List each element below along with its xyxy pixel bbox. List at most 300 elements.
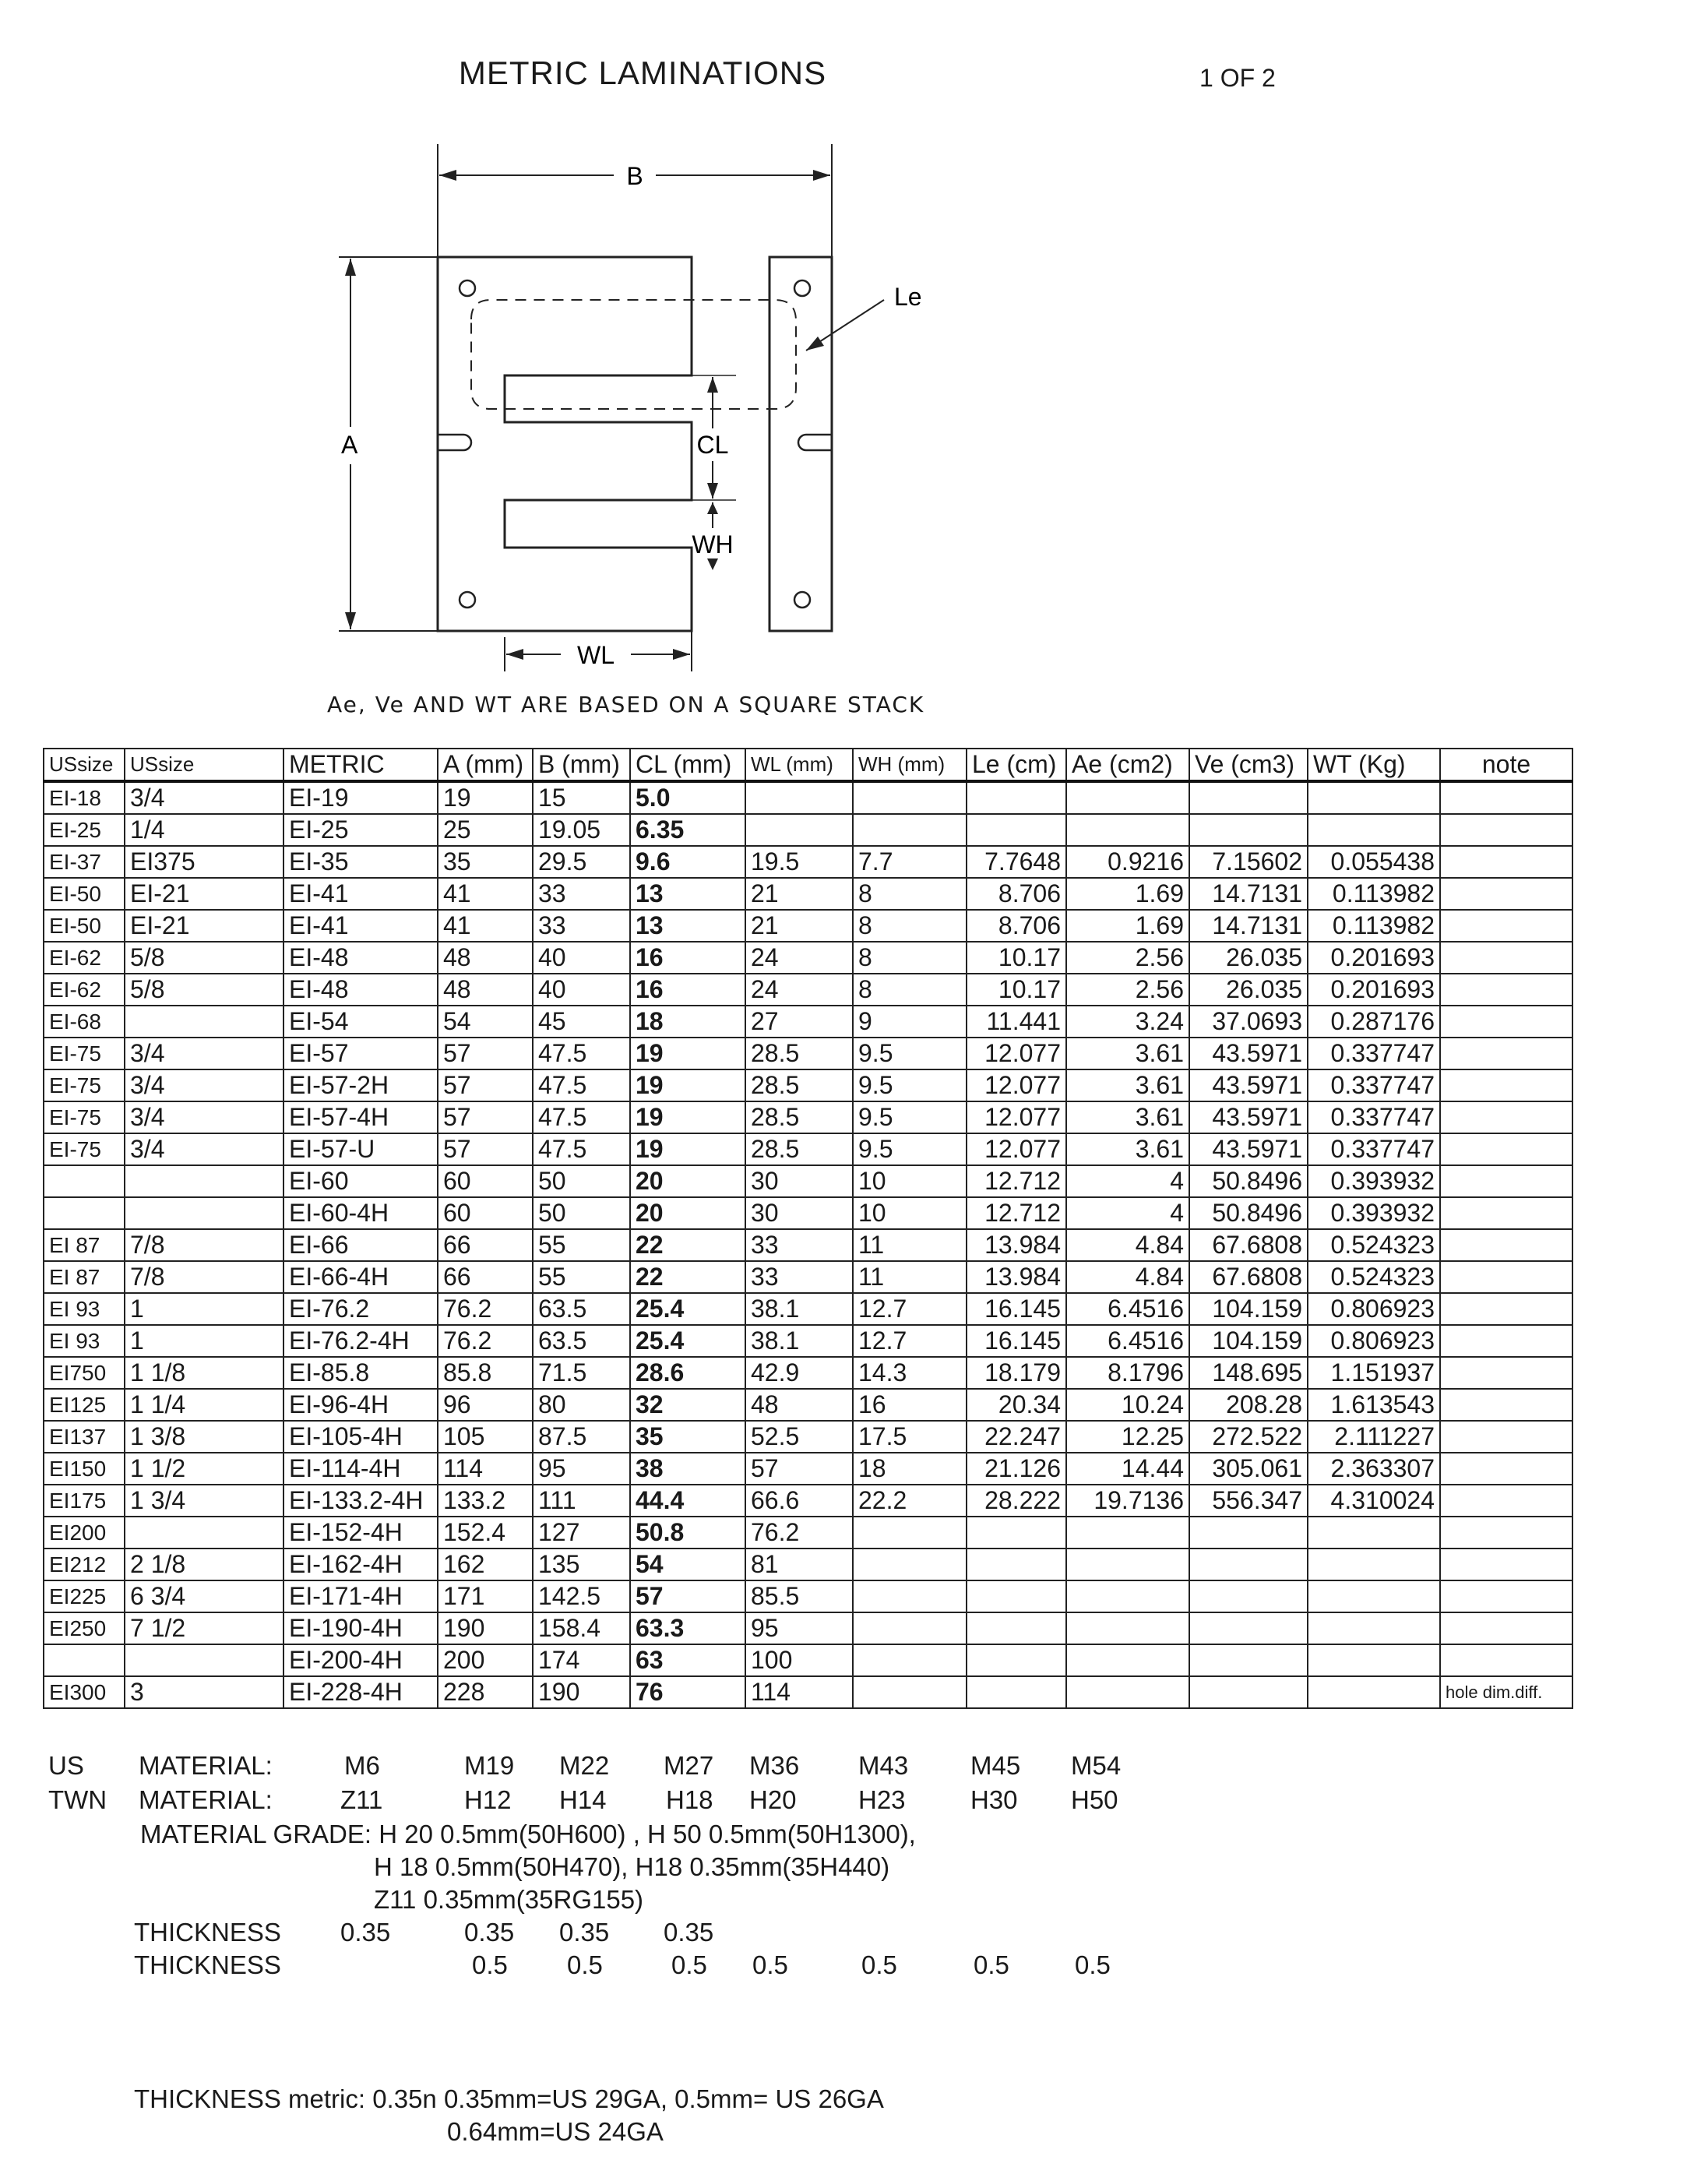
page-number: 1 OF 2 [1199, 64, 1276, 92]
cell-metric: EI-57-2H [283, 1069, 438, 1101]
cell-ae-cm2 [1066, 1549, 1189, 1580]
cell-wh-mm: 16 [853, 1389, 967, 1421]
cell-ve-cm3: 43.5971 [1189, 1038, 1308, 1069]
cell-wt-kg: 1.151937 [1308, 1357, 1440, 1389]
cell-note [1440, 1165, 1572, 1197]
cell-metric: EI-76.2 [283, 1293, 438, 1325]
table-row [44, 1069, 1572, 1101]
cell-wh-mm: 7.7 [853, 846, 967, 878]
cell-ussize-2: 1/4 [125, 814, 283, 846]
twn-material-h20: H20 [749, 1785, 797, 1814]
cell-metric: EI-66 [283, 1229, 438, 1261]
cell-ae-cm2 [1066, 1612, 1189, 1644]
thickness-1-m6: 0.35 [340, 1918, 391, 1947]
cell-a-mm: 228 [438, 1676, 533, 1708]
thickness-2-m45: 0.5 [974, 1950, 1009, 1979]
cell-le-cm [967, 1580, 1066, 1612]
thickness-2-m19: 0.5 [472, 1950, 508, 1979]
cell-wh-mm: 11 [853, 1229, 967, 1261]
cell-a-mm: 162 [438, 1549, 533, 1580]
cell-metric: EI-25 [283, 814, 438, 846]
cell-note [1440, 1261, 1572, 1293]
cell-ussize: EI-68 [44, 1006, 125, 1038]
cell-ve-cm3 [1189, 1549, 1308, 1580]
cell-a-mm: 60 [438, 1197, 533, 1229]
us-material-m45: M45 [970, 1751, 1021, 1780]
cell-note [1440, 1389, 1572, 1421]
table-row [44, 1325, 1572, 1357]
thickness-metric-line-2: 0.64mm=US 24GA [447, 2117, 664, 2146]
cell-wt-kg [1308, 1644, 1440, 1676]
cell-cl-mm: 25.4 [630, 1293, 745, 1325]
cell-cl-mm: 35 [630, 1421, 745, 1453]
cell-ve-cm3: 14.7131 [1189, 878, 1308, 910]
cell-b-mm: 55 [533, 1261, 630, 1293]
cell-b-mm: 111 [533, 1485, 630, 1517]
cell-ae-cm2 [1066, 1644, 1189, 1676]
cell-note [1440, 1453, 1572, 1485]
cell-wh-mm: 8 [853, 974, 967, 1006]
thickness-label-2: THICKNESS [134, 1950, 281, 1979]
cell-ussize-2: 7/8 [125, 1229, 283, 1261]
cell-ussize-2 [125, 1006, 283, 1038]
cell-ussize-2: 3/4 [125, 1133, 283, 1165]
cell-le-cm [967, 1549, 1066, 1580]
cell-cl-mm: 19 [630, 1069, 745, 1101]
cell-b-mm: 19.05 [533, 814, 630, 846]
cell-wh-mm: 12.7 [853, 1325, 967, 1357]
cell-metric: EI-85.8 [283, 1357, 438, 1389]
cell-metric: EI-96-4H [283, 1389, 438, 1421]
cell-wh-mm: 8 [853, 942, 967, 974]
cell-wl-mm: 28.5 [745, 1069, 853, 1101]
thickness-1-m27: 0.35 [664, 1918, 714, 1947]
cell-ae-cm2: 4.84 [1066, 1261, 1189, 1293]
table-row [44, 781, 1572, 814]
cell-a-mm: 200 [438, 1644, 533, 1676]
cell-ussize [44, 1165, 125, 1197]
cell-le-cm: 13.984 [967, 1229, 1066, 1261]
cell-ae-cm2: 2.56 [1066, 974, 1189, 1006]
cell-cl-mm: 57 [630, 1580, 745, 1612]
cell-cl-mm: 20 [630, 1197, 745, 1229]
thickness-2-m36: 0.5 [752, 1950, 788, 1979]
dimension-a-label: A [341, 431, 358, 459]
col-header-a: A (mm) [438, 749, 533, 781]
cell-wh-mm: 18 [853, 1453, 967, 1485]
cell-metric: EI-60-4H [283, 1197, 438, 1229]
cell-le-cm: 20.34 [967, 1389, 1066, 1421]
cell-wl-mm: 38.1 [745, 1325, 853, 1357]
cell-a-mm: 105 [438, 1421, 533, 1453]
cell-ae-cm2: 4.84 [1066, 1229, 1189, 1261]
cell-ussize-2: 1 3/4 [125, 1485, 283, 1517]
cell-ve-cm3 [1189, 1580, 1308, 1612]
us-material-m43: M43 [858, 1751, 909, 1780]
cell-b-mm: 33 [533, 878, 630, 910]
cell-wl-mm [745, 781, 853, 814]
cl-label: CL [696, 431, 729, 459]
cell-cl-mm: 32 [630, 1389, 745, 1421]
table-row [44, 1197, 1572, 1229]
cell-wh-mm: 10 [853, 1197, 967, 1229]
cell-metric: EI-57-4H [283, 1101, 438, 1133]
cell-wl-mm: 33 [745, 1229, 853, 1261]
dimension-b-label: B [626, 162, 643, 190]
cell-b-mm: 190 [533, 1676, 630, 1708]
cell-wl-mm: 21 [745, 910, 853, 942]
cell-le-cm: 12.077 [967, 1101, 1066, 1133]
cell-wh-mm: 9.5 [853, 1101, 967, 1133]
cell-wt-kg [1308, 1517, 1440, 1549]
cell-metric: EI-171-4H [283, 1580, 438, 1612]
table-body [44, 781, 1572, 1708]
cell-ussize-2: 7/8 [125, 1261, 283, 1293]
twn-material-h18: H18 [666, 1785, 713, 1814]
cell-le-cm: 10.17 [967, 942, 1066, 974]
cell-wl-mm: 24 [745, 974, 853, 1006]
cell-a-mm: 57 [438, 1133, 533, 1165]
cell-wt-kg: 0.337747 [1308, 1038, 1440, 1069]
cell-wh-mm: 12.7 [853, 1293, 967, 1325]
cell-ve-cm3: 104.159 [1189, 1325, 1308, 1357]
cell-wt-kg: 0.337747 [1308, 1069, 1440, 1101]
cell-metric: EI-60 [283, 1165, 438, 1197]
cell-ussize: EI 93 [44, 1325, 125, 1357]
cell-ve-cm3: 43.5971 [1189, 1069, 1308, 1101]
cell-ussize-2 [125, 1517, 283, 1549]
cell-ussize: EI-50 [44, 910, 125, 942]
cell-le-cm [967, 781, 1066, 814]
wl-label: WL [577, 641, 615, 669]
cell-cl-mm: 19 [630, 1133, 745, 1165]
twn-material-h50: H50 [1071, 1785, 1118, 1814]
table-row [44, 1357, 1572, 1389]
cell-ussize: EI750 [44, 1357, 125, 1389]
cell-ae-cm2: 1.69 [1066, 878, 1189, 910]
cell-b-mm: 87.5 [533, 1421, 630, 1453]
cell-ve-cm3: 556.347 [1189, 1485, 1308, 1517]
cell-wt-kg: 0.393932 [1308, 1197, 1440, 1229]
cell-cl-mm: 18 [630, 1006, 745, 1038]
cell-ussize [44, 1197, 125, 1229]
cell-wt-kg: 0.113982 [1308, 910, 1440, 942]
cell-ussize: EI225 [44, 1580, 125, 1612]
cell-wh-mm: 8 [853, 878, 967, 910]
table-row [44, 910, 1572, 942]
cell-a-mm: 35 [438, 846, 533, 878]
cell-cl-mm: 6.35 [630, 814, 745, 846]
table-row [44, 878, 1572, 910]
us-material-m22: M22 [559, 1751, 610, 1780]
cell-wh-mm: 9.5 [853, 1038, 967, 1069]
cell-ussize-2: 6 3/4 [125, 1580, 283, 1612]
cell-ussize: EI175 [44, 1485, 125, 1517]
cell-a-mm: 190 [438, 1612, 533, 1644]
cell-ae-cm2 [1066, 1676, 1189, 1708]
thickness-label-1: THICKNESS [134, 1918, 281, 1947]
cell-ve-cm3: 43.5971 [1189, 1101, 1308, 1133]
cell-ussize-2 [125, 1165, 283, 1197]
cell-le-cm [967, 1517, 1066, 1549]
cell-cl-mm: 19 [630, 1101, 745, 1133]
cell-wl-mm: 52.5 [745, 1421, 853, 1453]
us-material-m54: M54 [1071, 1751, 1122, 1780]
col-header-le: Le (cm) [967, 749, 1066, 781]
thickness-metric-line-1: THICKNESS metric: 0.35n 0.35mm=US 29GA, 0.5mm= US 26GA [134, 2084, 884, 2113]
cell-wl-mm: 28.5 [745, 1038, 853, 1069]
col-header-ussize-2: USsize [125, 749, 283, 781]
cell-ussize-2: 1 [125, 1325, 283, 1357]
cell-metric: EI-190-4H [283, 1612, 438, 1644]
cell-wt-kg [1308, 1612, 1440, 1644]
cell-a-mm: 114 [438, 1453, 533, 1485]
material-grade-line-3: Z11 0.35mm(35RG155) [374, 1885, 644, 1914]
table-row [44, 1676, 1572, 1708]
cell-le-cm: 12.077 [967, 1133, 1066, 1165]
cell-ae-cm2 [1066, 781, 1189, 814]
col-header-ae: Ae (cm2) [1066, 749, 1189, 781]
cell-ve-cm3: 26.035 [1189, 974, 1308, 1006]
cell-ussize-2: 7 1/2 [125, 1612, 283, 1644]
cell-ve-cm3: 50.8496 [1189, 1165, 1308, 1197]
cell-le-cm [967, 1676, 1066, 1708]
cell-ussize-2: 2 1/8 [125, 1549, 283, 1580]
cell-wl-mm: 27 [745, 1006, 853, 1038]
cell-b-mm: 47.5 [533, 1101, 630, 1133]
cell-wl-mm: 21 [745, 878, 853, 910]
twn-material-h30: H30 [970, 1785, 1018, 1814]
cell-metric: EI-41 [283, 878, 438, 910]
thickness-1-m19: 0.35 [464, 1918, 515, 1947]
cell-wh-mm: 17.5 [853, 1421, 967, 1453]
cell-cl-mm: 19 [630, 1038, 745, 1069]
cell-b-mm: 50 [533, 1197, 630, 1229]
cell-note [1440, 1101, 1572, 1133]
cell-ussize: EI 87 [44, 1261, 125, 1293]
cell-le-cm: 28.222 [967, 1485, 1066, 1517]
cell-le-cm: 12.712 [967, 1197, 1066, 1229]
cell-wt-kg: 0.055438 [1308, 846, 1440, 878]
table-header-row [44, 749, 1572, 781]
cell-note [1440, 814, 1572, 846]
cell-ve-cm3: 7.15602 [1189, 846, 1308, 878]
square-stack-note: Ae, Ve AND WT ARE BASED ON A SQUARE STACK [327, 692, 925, 717]
cell-ve-cm3: 67.6808 [1189, 1261, 1308, 1293]
cell-a-mm: 152.4 [438, 1517, 533, 1549]
cell-wt-kg: 0.201693 [1308, 974, 1440, 1006]
cell-wl-mm: 33 [745, 1261, 853, 1293]
cell-b-mm: 71.5 [533, 1357, 630, 1389]
table-row [44, 974, 1572, 1006]
cell-a-mm: 76.2 [438, 1293, 533, 1325]
cell-wh-mm [853, 1676, 967, 1708]
cell-b-mm: 63.5 [533, 1293, 630, 1325]
twn-label: TWN [48, 1785, 107, 1814]
cell-ae-cm2: 3.61 [1066, 1133, 1189, 1165]
cell-metric: EI-200-4H [283, 1644, 438, 1676]
cell-cl-mm: 9.6 [630, 846, 745, 878]
cell-ae-cm2: 19.7136 [1066, 1485, 1189, 1517]
cell-ussize-2 [125, 1197, 283, 1229]
cell-wl-mm [745, 814, 853, 846]
cell-ae-cm2: 6.4516 [1066, 1325, 1189, 1357]
cell-ae-cm2: 14.44 [1066, 1453, 1189, 1485]
cell-wl-mm: 95 [745, 1612, 853, 1644]
table-row [44, 1580, 1572, 1612]
cell-wt-kg: 2.111227 [1308, 1421, 1440, 1453]
cell-le-cm [967, 814, 1066, 846]
twn-material-h23: H23 [858, 1785, 906, 1814]
cell-b-mm: 47.5 [533, 1133, 630, 1165]
wh-label: WH [692, 530, 734, 558]
cell-wt-kg: 0.806923 [1308, 1325, 1440, 1357]
cell-note [1440, 846, 1572, 878]
cell-le-cm: 11.441 [967, 1006, 1066, 1038]
cell-wl-mm: 81 [745, 1549, 853, 1580]
cell-ve-cm3: 272.522 [1189, 1421, 1308, 1453]
us-material-m6: M6 [344, 1751, 380, 1780]
cell-le-cm: 18.179 [967, 1357, 1066, 1389]
cell-metric: EI-105-4H [283, 1421, 438, 1453]
table-row [44, 1453, 1572, 1485]
cell-le-cm: 7.7648 [967, 846, 1066, 878]
table-row [44, 942, 1572, 974]
cell-cl-mm: 44.4 [630, 1485, 745, 1517]
cell-wh-mm: 11 [853, 1261, 967, 1293]
cell-cl-mm: 22 [630, 1261, 745, 1293]
cell-cl-mm: 63.3 [630, 1612, 745, 1644]
cell-ussize-2: EI375 [125, 846, 283, 878]
cell-ussize: EI-18 [44, 781, 125, 814]
table-row [44, 814, 1572, 846]
table-row [44, 1133, 1572, 1165]
cell-b-mm: 40 [533, 942, 630, 974]
cell-ussize: EI-62 [44, 974, 125, 1006]
us-material-m36: M36 [749, 1751, 800, 1780]
material-grade-line-2: H 18 0.5mm(50H470), H18 0.35mm(35H440) [374, 1852, 890, 1881]
thickness-2-m27: 0.5 [671, 1950, 707, 1979]
cell-metric: EI-152-4H [283, 1517, 438, 1549]
cell-ussize-2: 3 [125, 1676, 283, 1708]
cell-ussize-2 [125, 1644, 283, 1676]
thickness-2-m54: 0.5 [1075, 1950, 1111, 1979]
cell-ussize: EI-75 [44, 1069, 125, 1101]
lamination-diagram [304, 140, 1005, 685]
cell-ae-cm2: 3.24 [1066, 1006, 1189, 1038]
cell-wh-mm [853, 1580, 967, 1612]
cell-b-mm: 47.5 [533, 1038, 630, 1069]
cell-ae-cm2: 2.56 [1066, 942, 1189, 974]
cell-metric: EI-35 [283, 846, 438, 878]
table-row [44, 1485, 1572, 1517]
cell-wt-kg: 0.337747 [1308, 1133, 1440, 1165]
cell-le-cm [967, 1612, 1066, 1644]
us-material-label: MATERIAL: [139, 1751, 273, 1780]
cell-cl-mm: 76 [630, 1676, 745, 1708]
table-row [44, 1101, 1572, 1133]
cell-a-mm: 19 [438, 781, 533, 814]
cell-ussize-2: 1 3/8 [125, 1421, 283, 1453]
cell-ve-cm3: 67.6808 [1189, 1229, 1308, 1261]
cell-ae-cm2: 8.1796 [1066, 1357, 1189, 1389]
thickness-2-m43: 0.5 [861, 1950, 897, 1979]
cell-ussize: EI-62 [44, 942, 125, 974]
cell-le-cm: 10.17 [967, 974, 1066, 1006]
cell-le-cm: 12.712 [967, 1165, 1066, 1197]
cell-b-mm: 55 [533, 1229, 630, 1261]
cell-a-mm: 54 [438, 1006, 533, 1038]
cell-ve-cm3 [1189, 814, 1308, 846]
cell-ussize-2: 3/4 [125, 1069, 283, 1101]
cell-note [1440, 1517, 1572, 1549]
cell-ae-cm2 [1066, 814, 1189, 846]
table-row [44, 1389, 1572, 1421]
cell-ve-cm3: 148.695 [1189, 1357, 1308, 1389]
cell-b-mm: 63.5 [533, 1325, 630, 1357]
cell-a-mm: 48 [438, 974, 533, 1006]
col-header-wh: WH (mm) [853, 749, 967, 781]
cell-ussize: EI150 [44, 1453, 125, 1485]
cell-wl-mm: 24 [745, 942, 853, 974]
twn-material-h14: H14 [559, 1785, 607, 1814]
cell-ve-cm3: 43.5971 [1189, 1133, 1308, 1165]
cell-a-mm: 133.2 [438, 1485, 533, 1517]
cell-le-cm: 16.145 [967, 1293, 1066, 1325]
cell-ve-cm3: 208.28 [1189, 1389, 1308, 1421]
cell-ae-cm2: 6.4516 [1066, 1293, 1189, 1325]
cell-wh-mm: 22.2 [853, 1485, 967, 1517]
cell-a-mm: 25 [438, 814, 533, 846]
cell-b-mm: 142.5 [533, 1580, 630, 1612]
page-title: METRIC LAMINATIONS [458, 55, 827, 91]
cell-wl-mm: 85.5 [745, 1580, 853, 1612]
cell-cl-mm: 54 [630, 1549, 745, 1580]
cell-cl-mm: 25.4 [630, 1325, 745, 1357]
cell-a-mm: 85.8 [438, 1357, 533, 1389]
cell-metric: EI-66-4H [283, 1261, 438, 1293]
cell-note: hole dim.diff. [1440, 1676, 1572, 1708]
us-material-m19: M19 [464, 1751, 515, 1780]
cell-wh-mm [853, 1644, 967, 1676]
cell-b-mm: 174 [533, 1644, 630, 1676]
cell-b-mm: 50 [533, 1165, 630, 1197]
cell-note [1440, 878, 1572, 910]
cell-note [1440, 1421, 1572, 1453]
cell-note [1440, 1293, 1572, 1325]
cell-cl-mm: 13 [630, 878, 745, 910]
cell-wt-kg [1308, 1580, 1440, 1612]
table-row [44, 1006, 1572, 1038]
cell-wl-mm: 57 [745, 1453, 853, 1485]
cell-b-mm: 40 [533, 974, 630, 1006]
cell-cl-mm: 5.0 [630, 781, 745, 814]
cell-wl-mm: 66.6 [745, 1485, 853, 1517]
cell-metric: EI-48 [283, 974, 438, 1006]
cell-wt-kg [1308, 781, 1440, 814]
cell-cl-mm: 16 [630, 942, 745, 974]
cell-ussize: EI137 [44, 1421, 125, 1453]
cell-note [1440, 942, 1572, 974]
cell-cl-mm: 38 [630, 1453, 745, 1485]
cell-ve-cm3: 305.061 [1189, 1453, 1308, 1485]
table-row [44, 846, 1572, 878]
cell-wt-kg [1308, 1676, 1440, 1708]
cell-ussize: EI212 [44, 1549, 125, 1580]
cell-b-mm: 33 [533, 910, 630, 942]
cell-ussize-2: EI-21 [125, 878, 283, 910]
cell-b-mm: 127 [533, 1517, 630, 1549]
